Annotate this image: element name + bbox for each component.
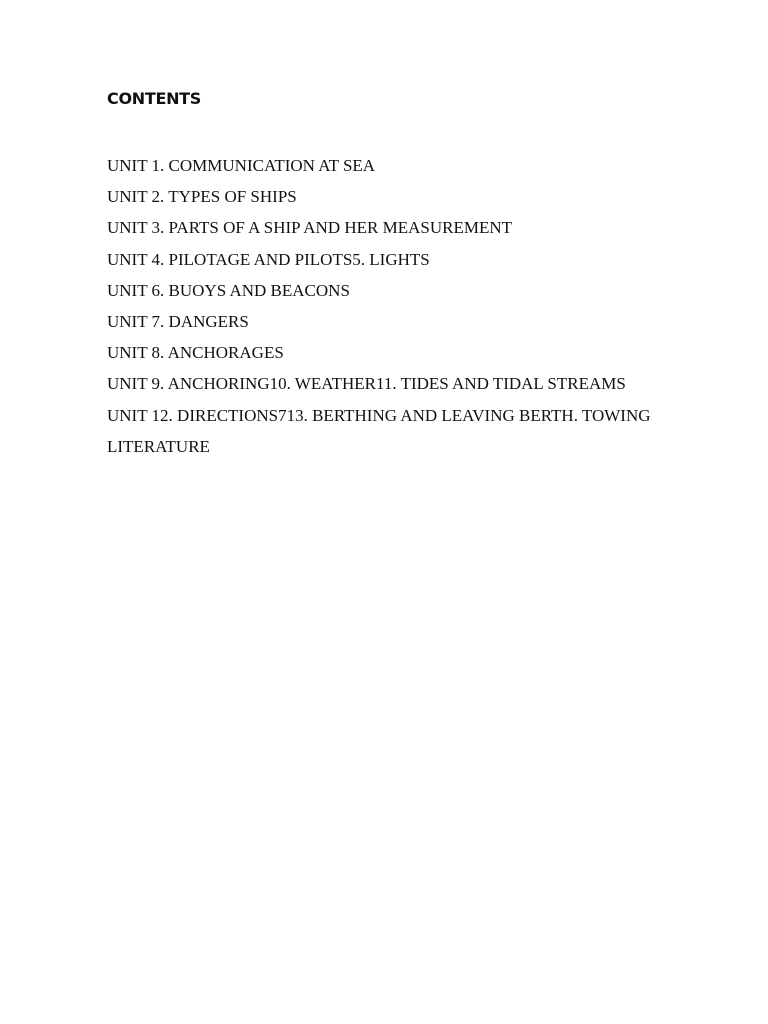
toc-line-unit-9: UNIT 9. ANCHORING10. WEATHER11. TIDES AND TIDAL STREAMS <box>107 374 626 394</box>
contents-heading: CONTENTS <box>107 89 202 108</box>
toc-line-unit-6: UNIT 6. BUOYS AND BEACONS <box>107 280 350 300</box>
toc-line-unit-7: UNIT 7. DANGERS <box>107 311 249 331</box>
toc-line-unit-3: UNIT 3. PARTS OF A SHIP AND HER MEASUREMENT <box>107 218 513 238</box>
toc-line-unit-4: UNIT 4. PILOTAGE AND PILOTS5. LIGHTS <box>107 249 430 269</box>
table-of-contents <box>107 150 707 462</box>
toc-line-unit-12: UNIT 12. DIRECTIONS713. BERTHING AND LEAVING BERTH. TOWING <box>107 405 651 425</box>
toc-line-unit-2: UNIT 2. TYPES OF SHIPS <box>107 187 297 207</box>
toc-line-unit-8: UNIT 8. ANCHORAGES <box>107 343 284 363</box>
toc-line-literature: LITERATURE <box>107 436 210 456</box>
toc-line-unit-1: UNIT 1. COMMUNICATION AT SEA <box>107 156 376 175</box>
